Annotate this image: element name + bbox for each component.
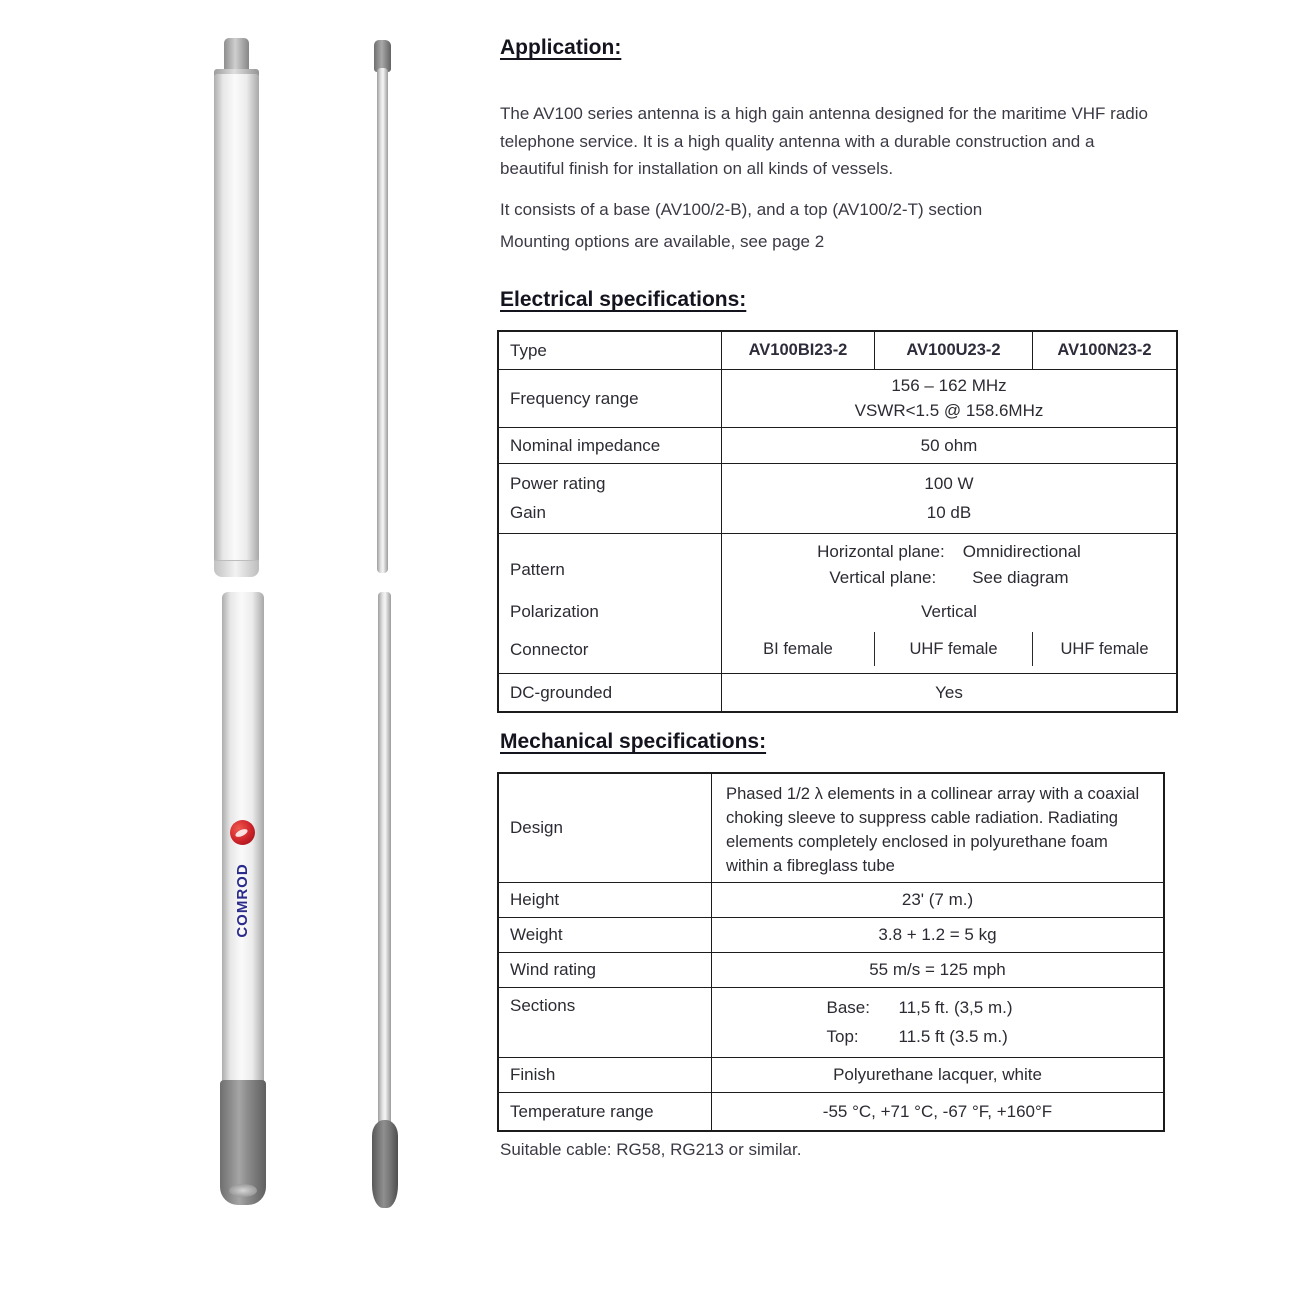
- antenna-top-section-upper-image: [370, 40, 396, 575]
- sections-base-value: 11,5 ft. (3,5 m.): [898, 998, 1013, 1018]
- application-paragraph-3: Mounting options are available, see page 2: [500, 232, 825, 251]
- antenna-tube: [214, 74, 259, 562]
- finish-label: Finish: [499, 1058, 712, 1092]
- frequency-label: Frequency range: [499, 370, 722, 427]
- connector-value-2: UHF female: [874, 632, 1032, 666]
- antenna-threaded-stud: [224, 38, 249, 71]
- table-row-dc-grounded: [499, 673, 1176, 711]
- comrod-logo-text: COMROD: [234, 863, 251, 938]
- pattern-vertical-value: See diagram: [972, 568, 1069, 587]
- pattern-vertical-label: Vertical plane:: [829, 568, 937, 587]
- table-row-wind-rating: [499, 952, 1163, 987]
- antenna-connector-socket: [229, 1184, 257, 1197]
- table-row-impedance: [499, 427, 1176, 463]
- suitable-cable-note: Suitable cable: RG58, RG213 or similar.: [500, 1140, 802, 1159]
- sections-base-label: Base:: [826, 998, 870, 1018]
- impedance-label: Nominal impedance: [499, 428, 722, 463]
- antenna-rod-base-tip: [372, 1120, 398, 1208]
- table-row-frequency: [499, 369, 1176, 427]
- table-row-finish: [499, 1057, 1163, 1092]
- table-row-design: [499, 774, 1163, 882]
- mechanical-table: [497, 772, 1165, 1132]
- power-label: Power rating: [510, 474, 606, 494]
- type-value-2: AV100U23-2: [874, 332, 1032, 369]
- sections-label: Sections: [499, 988, 712, 1057]
- finish-value: Polyurethane lacquer, white: [833, 1065, 1042, 1084]
- application-paragraph-2: It consists of a base (AV100/2-B), and a top (AV100/2-T) section: [500, 200, 983, 219]
- gain-value: 10 dB: [926, 502, 972, 522]
- sections-top-value: 11.5 ft (3.5 m.): [898, 1026, 1008, 1046]
- sections-top-label: Top:: [826, 1026, 859, 1046]
- frequency-value-line1: 156 – 162 MHz: [891, 375, 1007, 395]
- application-heading: Application:: [500, 36, 622, 59]
- polarization-value: Vertical: [921, 602, 977, 621]
- wind-rating-value: 55 m/s = 125 mph: [869, 960, 1006, 979]
- power-value: 100 W: [924, 474, 974, 494]
- table-row-temperature: [499, 1092, 1163, 1130]
- antenna-top-section-lower-image: [368, 592, 398, 1210]
- type-label: Type: [499, 332, 722, 369]
- dc-grounded-value: Yes: [935, 682, 963, 702]
- antenna-base-section-upper-image: [212, 38, 260, 578]
- table-row-sections: [499, 987, 1163, 1057]
- table-row-type: [499, 332, 1176, 369]
- connector-value-1: BI female: [763, 639, 833, 658]
- electrical-heading: Electrical specifications:: [500, 288, 747, 311]
- type-value-1: AV100BI23-2: [748, 341, 848, 359]
- dc-grounded-label: DC-grounded: [499, 674, 722, 711]
- weight-label: Weight: [499, 918, 712, 952]
- connector-value-3: UHF female: [1032, 632, 1176, 666]
- antenna-rod: [377, 68, 388, 573]
- pattern-label: Pattern: [510, 560, 565, 579]
- table-row-height: [499, 882, 1163, 917]
- polarization-label: Polarization: [510, 602, 599, 621]
- frequency-value-line2: VSWR<1.5 @ 158.6MHz: [854, 400, 1044, 420]
- wind-rating-label: Wind rating: [499, 953, 712, 987]
- type-value-3: AV100N23-2: [1032, 332, 1176, 369]
- temperature-label: Temperature range: [499, 1093, 712, 1130]
- gain-label: Gain: [510, 502, 546, 522]
- application-paragraph-1: The AV100 series antenna is a high gain antenna designed for the maritime VHF radio telephone service. It is a high quality antenna with a durable construction and a beautiful finish for installation on all kinds of vessels.: [500, 104, 1148, 179]
- comrod-logo-mark: [230, 820, 255, 845]
- antenna-tube-open-end: [214, 560, 259, 577]
- temperature-value: -55 °C, +71 °C, -67 °F, +160°F: [822, 1101, 1053, 1121]
- table-row-power-gain: [499, 463, 1176, 533]
- design-value: Phased 1/2 λ elements in a collinear array with a coaxial choking sleeve to suppress cable radiation. Radiating elements completely enclosed in polyurethane foam within a fibreglass tube: [726, 784, 1140, 876]
- design-label: Design: [499, 774, 712, 882]
- impedance-value: 50 ohm: [920, 435, 978, 455]
- antenna-base-section-lower-image: [218, 592, 268, 1210]
- antenna-rod: [378, 592, 391, 1132]
- electrical-table: [497, 330, 1178, 713]
- table-row-weight: [499, 917, 1163, 952]
- mechanical-heading: Mechanical specifications:: [500, 730, 767, 753]
- height-label: Height: [499, 883, 712, 917]
- connector-label: Connector: [510, 640, 589, 659]
- pattern-horizontal-value: Omnidirectional: [962, 542, 1081, 561]
- weight-value: 3.8 + 1.2 = 5 kg: [878, 925, 997, 944]
- height-value: 23' (7 m.): [901, 890, 974, 909]
- pattern-horizontal-label: Horizontal plane:: [817, 542, 945, 561]
- table-row-pattern-block: [499, 533, 1176, 673]
- pattern-block-labels: [499, 534, 722, 673]
- power-gain-labels: [499, 464, 722, 533]
